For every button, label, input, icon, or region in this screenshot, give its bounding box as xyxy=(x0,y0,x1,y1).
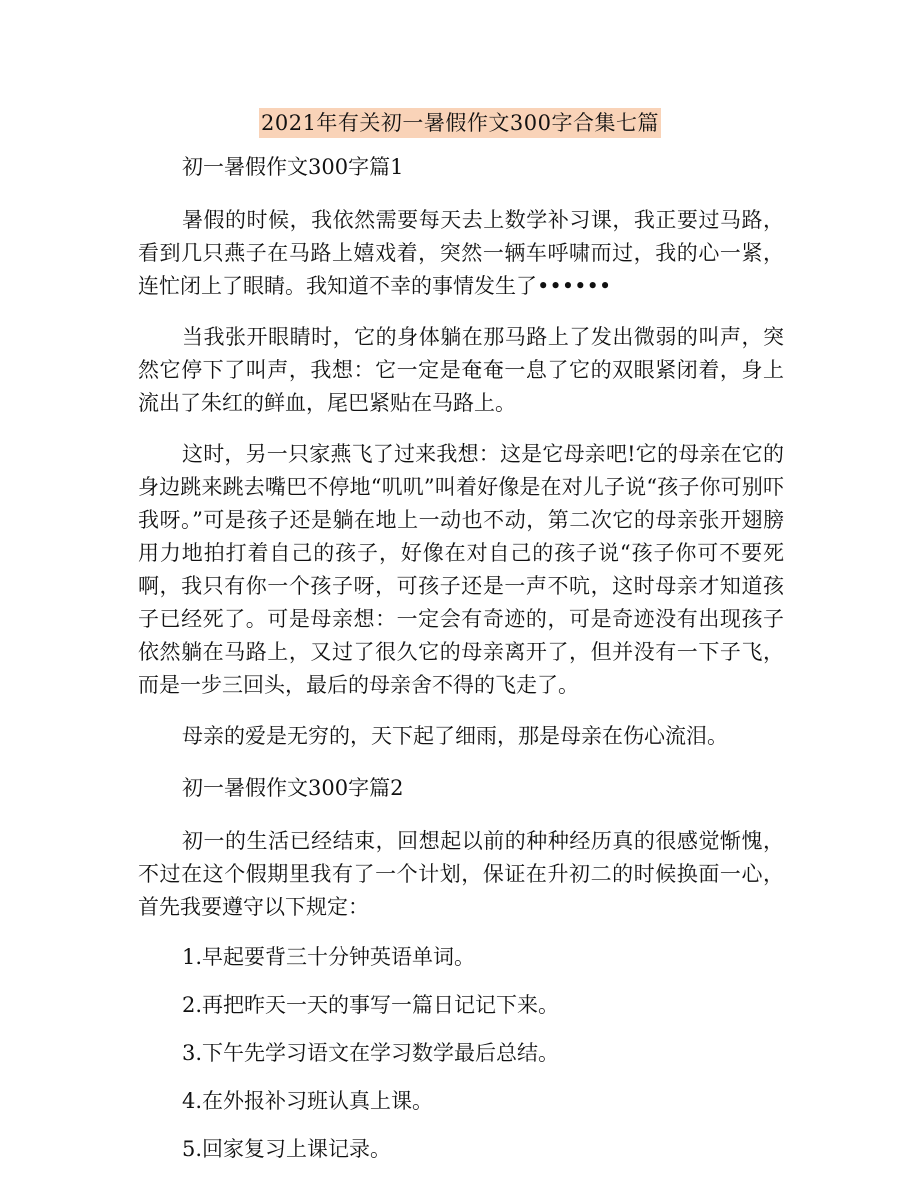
document-body xyxy=(138,152,784,1164)
title-container xyxy=(0,108,920,138)
document-title: 2021年有关初一暑假作文300字合集七篇 xyxy=(259,108,661,138)
list-item: 4.在外报补习班认真上课。 xyxy=(182,1089,434,1113)
section-heading-1: 初一暑假作文300字篇1 xyxy=(182,155,404,179)
list-item: 5.回家复习上课记录。 xyxy=(182,1137,392,1161)
list-item: 1.早起要背三十分钟英语单词。 xyxy=(182,945,476,969)
paragraph: 初一的生活已经结束，回想起以前的种种经历真的很感觉惭愧，不过在这个假期里我有了一个计划，保证在升初二的时候换面一心，首先我要遵守以下规定： xyxy=(138,829,784,919)
paragraph: 当我张开眼睛时，它的身体躺在那马路上了发出微弱的叫声，突然它停下了叫声，我想：它一定是奄奄一息了它的双眼紧闭着，身上流出了朱红的鲜血，尾巴紧贴在马路上。 xyxy=(138,325,784,415)
paragraph: 暑假的时候，我依然需要每天去上数学补习课，我正要过马路，看到几只燕子在马路上嬉戏着，突然一辆车呼啸而过，我的心一紧，连忙闭上了眼睛。我知道不幸的事情发生了•••••• xyxy=(138,208,784,298)
list-item: 3.下午先学习语文在学习数学最后总结。 xyxy=(182,1041,560,1065)
list-item: 2.再把昨天一天的事写一篇日记记下来。 xyxy=(182,993,560,1017)
paragraph: 母亲的爱是无穷的，天下起了细雨，那是母亲在伤心流泪。 xyxy=(182,724,728,748)
paragraph: 这时，另一只家燕飞了过来我想：这是它母亲吧!它的母亲在它的身边跳来跳去嘴巴不停地“叽叽”叫着好像是在对儿子说“孩子你可别吓我呀。”可是孩子还是躺在地上一动也不动，第二次它的母亲张开翅膀用力地拍打着自己的孩子，好像在对自己的孩子说“孩子你可不要死啊，我只有你一个孩子呀，可孩子还是一声不吭，这时母亲才知道孩子已经死了。可是母亲想：一定会有奇迹的，可是奇迹没有出现孩子依然躺在马路上，又过了很久它的母亲离开了，但并没有一下子飞，而是一步三回头，最后的母亲舍不得的飞走了。 xyxy=(138,442,784,697)
section-heading-2: 初一暑假作文300字篇2 xyxy=(182,776,404,800)
